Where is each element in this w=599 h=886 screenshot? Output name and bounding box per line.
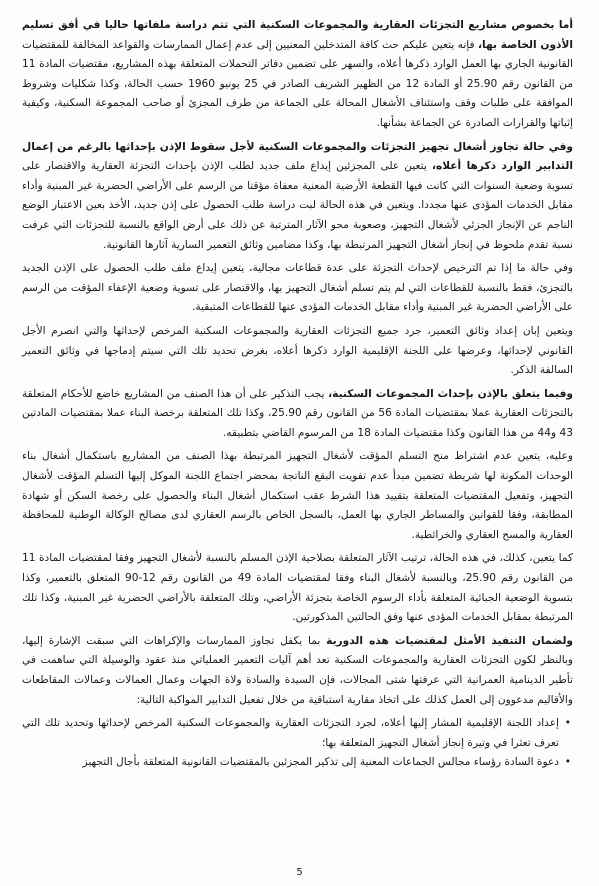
paragraph-body: يتعين على المجزئين إيداع ملف جديد لطلب الإذن بإحداث التجزئة العقارية والاقتصار على تسوية وضعية السنوات التي كانت فيها القطعة الأرضية المعنية معفاة مؤقتا من الرسم على الأراضي الحضرية غير المبنية وأداء مقابل الخدمات المؤدى عنها مجددا. ويتعين في هذه الحالة لبت دراسة طلب الحصول على إذن جديد، الأخذ بعين الاعتبار الوضع الناجم عن الإنجاز الجزئي لأشغال التجهيز، وصعوبة محو الآثار المترتبة عن ذلك على أرض الواقع بالنسبة للتجزئات التي عرفت نسبة تقدم ملحوظ في إنجاز أشغال التجهيز المرتبطة بها، وكذا مضامين وثائق التعمير السارية آثارها القانونية. xyxy=(22,160,573,251)
paragraph-provisional-acceptance xyxy=(22,447,573,545)
paragraph-housing-groups xyxy=(22,385,573,444)
paragraph-lead: أما بخصوص مشاريع التجزئات العقارية والمجموعات السكنية التي تتم دراسة ملفاتها حاليا في أفق تسليم الأذون الخاصة بها، xyxy=(22,19,573,51)
paragraph-ongoing-projects xyxy=(22,16,573,134)
paragraph-lead: وفي حالة تجاوز أشغال تجهيز التجزئات والمجموعات السكنية لأجل سقوط الإذن بإحداثها بالرغم من إعمال التدابير الوارد ذكرها أعلاه، xyxy=(22,140,573,173)
list-item: • دعوة السادة رؤساء مجالس الجماعات المعنية إلى تذكير المجزئين بالمقتضيات القانونية المتعلقة بأجال التجهيز xyxy=(22,753,559,773)
paragraph-body: وفي حالة ما إذا تم الترخيص لإحداث التجزئة على عدة قطاعات مجالية، يتعين إيداع ملف طلب الحصول على الإذن الجديد بالتجزئ، فقط بالنسبة للقطاعات التي لم يتم تسلم أشغال التجهيز بها، والاقتصار على تسوية وضعية الإعفاء المؤقت من الرسم على الأراضي الحضرية غير المبنية وأداء مقابل الخدمات المؤدى عنها للقطاعات المتبقية. xyxy=(22,262,573,314)
list-item: • إعداد اللجنة الإقليمية المشار إليها أعلاه، لجرد التجزئات العقارية والمجموعات السكنية المرخص لإحداثها وتحديد تلك التي تعرف تعثرا في وتيرة إنجاز أشغال التجهيز المتعلقة بها؛ xyxy=(22,714,559,753)
paragraph-validity-effects xyxy=(22,549,573,627)
paragraph-urban-planning-documents xyxy=(22,322,573,381)
paragraph-body: يجب التذكير على أن هذا الصنف من المشاريع خاضع للأحكام المتعلقة بالتجزئات العقارية عملا بمقتضيات المادة 56 من القانون رقم 25.90، وكذا تلك المتعلقة برخصة البناء عملا بمقتضيات المادتين 43 و44 من هذا القانون وكذا مقتضيات المادة 18 من المرسوم القاضي بتطبيقه. xyxy=(22,387,574,439)
paragraph-body: كما يتعين، كذلك، في هذه الحالة، ترتيب الآثار المتعلقة بصلاحية الإذن المسلم بالنسبة لأشغال التجهيز وفقا لمقتضيات المادة 11 من القانون رقم 25.90، وبالنسبة لأشغال البناء وفقا لمقتضيات المادة 49 من القانون رقم 12-90 المتعلق بالتعمير، وكذا بتسوية الوضعية الجبائية المتعلقة بأداء الرسوم الخاصة بتجزئة الأراضي، وتلك المتعلقة بالأراضي الحضرية غير المبنية، وكذا تلك المرتبطة بمقابل الخدمات المؤدى عنها وفق الحالتين المذكورتين. xyxy=(22,552,574,624)
paragraph-body: وعليه، يتعين عدم اشتراط منح التسلم المؤقت لأشغال التجهيز المرتبطة بهذا الصنف من المشاريع باستكمال أشغال بناء الوحدات المكونة لها شريطة تضمين مبدأ عدم تفويت البقع الناتجة بمحضر اجتماع اللجنة الموكل إليها التسلم المؤقت لأشغال التجهيز، وتفعيل المقتضيات المتعلقة بتقييد هذا الشرط عقب استكمال أشغال البناء والحصول على رخصة السكن أو شهادة المطابقة، وفقا للقوانين والمساطر الجاري بها العمل، بالسجل الخاص بالرسم العقاري لدى مصالح الوكالة الوطنية للمحافظة العقارية والمسح العقاري والخرائطية. xyxy=(22,450,573,541)
paragraph-multiple-sectors xyxy=(22,259,573,318)
paragraph-body: فإنه يتعين عليكم حث كافة المتدخلين المعنيين إلى عدم إعمال الممارسات والقواعد المخالفة للمقتضيات القانونية الجاري بها العمل الوارد ذكرها أعلاه، والسهر على تضمين دفاتر التحملات المتعلقة بهذه المشاريع، مقتضيات المادة 11 من القانون رقم 25.90 أو المادة 12 من الظهير الشريف الصادر في 25 يونيو 1960 حسب الحالة، وكذا شكليات وشروط الموافقة على طلبات وقف واستئناف الأشغال المحالة على الجماعة من طرف المجزئ أو صاحب المجموعة السكنية، وكيفية إثباتها والقرارات الصادرة عن الجماعة بشأنها. xyxy=(22,38,574,129)
measures-list xyxy=(22,714,573,773)
paragraph-body: بما يكفل تجاوز الممارسات والإكراهات التي سبقت الإشارة إليها، وبالنظر لكون التجزئات العقارية والمجموعات السكنية تعد أهم آليات التعمير العملياتي منذ عقود والوسيلة التي ساهمت في تأطير الدينامية العمرانية التي عرفتها شتى المجالات، فإن السيدة والسادة ولاة الجهات وعمال العمالات وعمالات المقاطعات والأقاليم مدعوون إلى العمل كذلك على اتخاذ مقاربة استباقية من خلال تفعيل التدابير المواكبة التالية: xyxy=(22,634,573,706)
paragraph-body: ويتعين إبان إعداد وثائق التعمير، جرد جميع التجزئات العقارية والمجموعات السكنية المرخص لإحداثها والتي انصرم الأجل القانوني لإحداثها، وعرضها على اللجنة الإقليمية الوارد ذكرها أعلاه، بغرض تحديد تلك التي سيتم إدماجها في وثائق التعمير السالفة الذكر. xyxy=(22,324,573,377)
paragraph-lead: ولضمان التنفيذ الأمثل لمقتضيات هذه الدورية xyxy=(326,634,574,647)
paragraph-expired-authorization xyxy=(22,138,573,256)
paragraph-lead: وفيما يتعلق بالإذن بإحداث المجموعات السكنية، xyxy=(328,387,573,400)
page-number: 5 xyxy=(296,867,303,878)
paragraph-optimal-implementation xyxy=(22,632,573,710)
